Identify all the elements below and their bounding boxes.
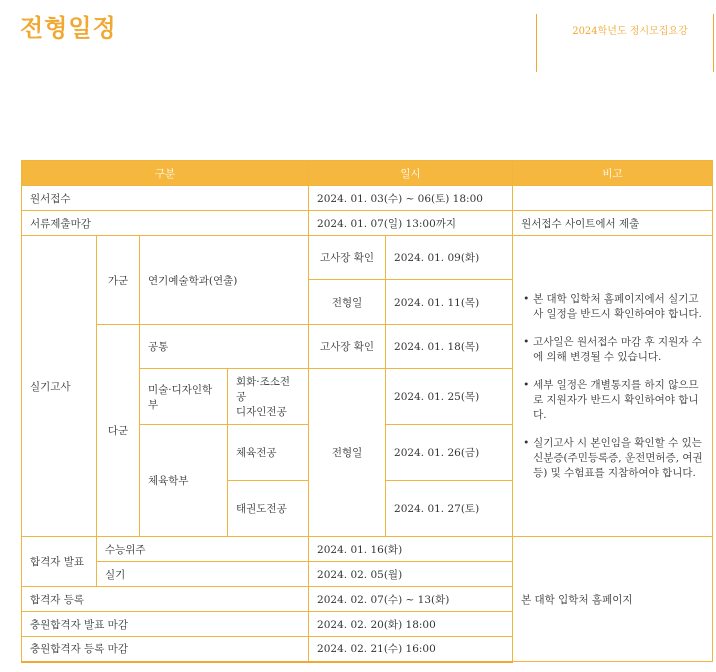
- pe-major-2: 태권도전공: [228, 481, 309, 537]
- note-item: • 세부 일정은 개별통지를 하지 않으므로 지원자가 반드시 확인하여야 합니다.: [533, 378, 704, 423]
- pe-major-1: 체육전공: [228, 425, 309, 481]
- pe-date-1: 2024. 01. 26(금): [386, 425, 513, 481]
- note-item: • 실기고사 시 본인임을 확인할 수 있는 신분증(주민등록증, 운전면허증, 여권 등) 및 수험표를 지참하여야 합니다.: [533, 436, 704, 481]
- da-common: 공통: [140, 325, 309, 369]
- ga-major: 연기예술학과(연출): [140, 236, 309, 325]
- da-room-date: 2024. 01. 18(목): [386, 325, 513, 369]
- row-date: 2024. 02. 07(수) ~ 13(화): [309, 587, 513, 612]
- da-group: 다군: [97, 325, 140, 537]
- row-note: [513, 186, 713, 211]
- header-divider: [536, 14, 537, 72]
- ga-room-date: 2024. 01. 09(화): [386, 236, 513, 280]
- result-date-2: 2024. 02. 05(월): [309, 562, 513, 587]
- homepage-note: 본 대학 입학처 홈페이지: [513, 537, 713, 662]
- da-room-label: 고사장 확인: [309, 325, 386, 369]
- ga-exam-label: 전형일: [309, 280, 386, 325]
- result-date-1: 2024. 01. 16(화): [309, 537, 513, 562]
- art-major-2: 디자인전공: [236, 406, 287, 418]
- table-row: [22, 236, 713, 280]
- row-label: 충원합격자 등록 마감: [22, 637, 309, 662]
- row-label: 원서접수: [22, 186, 309, 211]
- practical-notes: [513, 236, 713, 537]
- schedule-table: [21, 160, 713, 663]
- pe-dept: 체육학부: [140, 425, 228, 537]
- table-row: [22, 537, 713, 562]
- row-note: 원서접수 사이트에서 제출: [513, 211, 713, 236]
- table-row: [22, 186, 713, 211]
- art-dept: 미술·디자인학부: [140, 369, 228, 425]
- row-label: 충원합격자 발표 마감: [22, 612, 309, 637]
- ga-room-label: 고사장 확인: [309, 236, 386, 280]
- da-exam-label: 전형일: [309, 369, 386, 537]
- row-date: 2024. 02. 20(화) 18:00: [309, 612, 513, 637]
- row-date: 2024. 01. 07(일) 13:00까지: [309, 211, 513, 236]
- practical-label: 실기고사: [22, 236, 97, 537]
- header-remarks: 비고: [513, 161, 713, 186]
- result-label: 합격자 발표: [22, 537, 97, 587]
- result-sub-2: 실기: [97, 562, 309, 587]
- art-date: 2024. 01. 25(목): [386, 369, 513, 425]
- note-item: • 고사일은 원서접수 마감 후 지원자 수에 의해 변경될 수 있습니다.: [533, 335, 704, 365]
- note-item: • 본 대학 입학처 홈페이지에서 실기고사 일정을 반드시 확인하여야 합니다.: [533, 292, 704, 322]
- ga-exam-date: 2024. 01. 11(목): [386, 280, 513, 325]
- header-datetime: 일시: [309, 161, 513, 186]
- row-date: 2024. 01. 03(수) ~ 06(토) 18:00: [309, 186, 513, 211]
- table-row: [22, 211, 713, 236]
- row-date: 2024. 02. 21(수) 16:00: [309, 637, 513, 662]
- pe-date-2: 2024. 01. 27(토): [386, 481, 513, 537]
- art-major-1: 회화·조소전공: [236, 376, 291, 403]
- header-category: 구분: [22, 161, 309, 186]
- page-title: 전형일정: [20, 14, 117, 42]
- ga-group: 가군: [97, 236, 140, 325]
- result-sub-1: 수능위주: [97, 537, 309, 562]
- header-divider-right: [713, 14, 714, 72]
- row-label: 서류제출마감: [22, 211, 309, 236]
- art-majors: [228, 369, 309, 425]
- table-header-row: [22, 161, 713, 186]
- document-label: 2024학년도 정시모집요강: [572, 26, 688, 37]
- row-label: 합격자 등록: [22, 587, 309, 612]
